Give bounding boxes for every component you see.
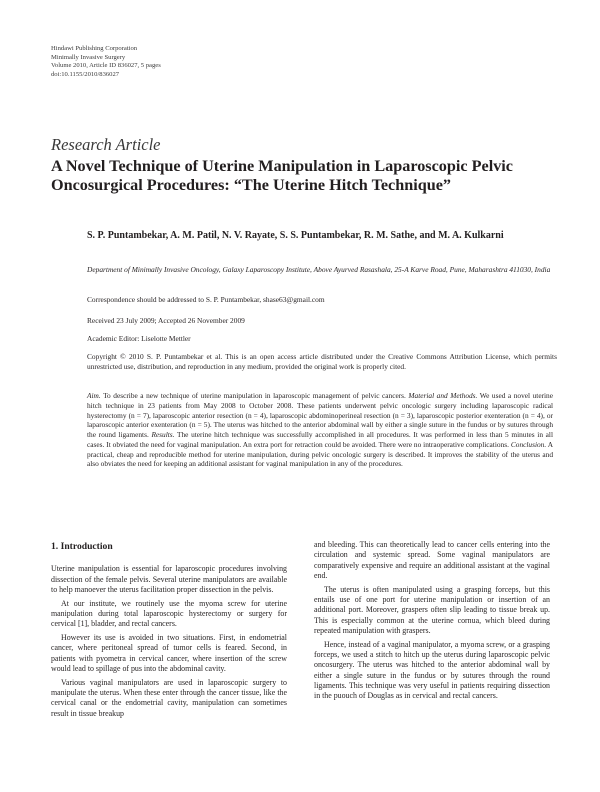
paragraph: Uterine manipulation is essential for laparoscopic procedures involving dissection of the female pelvis. Several uterine manipulators are available to help manoever the uterus facilitation proper dissection in the pelvis. <box>51 564 287 594</box>
publisher: Hindawi Publishing Corporation <box>51 45 138 52</box>
paragraph: However its use is avoided in two situations. First, in endometrial cancer, where peritoneal spread of tumor cells is feared. Second, in patients with pyometra in cervical cancer, where insertion of the screw would lead to spillage of pus into the abdominal cavity. <box>51 633 287 673</box>
abstract <box>87 391 553 469</box>
copyright: Copyright © 2010 S. P. Puntambekar et al. This is an open access article distributed under the Creative Commons Attribution License, which permits unrestricted use, distribution, and reproduction in any medium, provided the original work is properly cited. <box>87 352 557 371</box>
body-column-right <box>314 540 550 705</box>
author-list: S. P. Puntambekar, A. M. Patil, N. V. Rayate, S. S. Puntambekar, R. M. Sathe, and M. A. Kulkarni <box>87 230 504 241</box>
abstract-aim-label: Aim. <box>87 391 101 400</box>
abstract-methods: We used a novel uterine hitch technique in 23 patients from May 2008 to October 2008. These patients underwent pelvic oncologic surgery including laparoscopic radical hysterectomy (n = 7), laparoscopic anterior resection (n = 4), laparoscopic abdominoperineal resection (n = 3), laparoscopic posterior exenteration (n = 4), or laparoscopic anterior exenteration (n = 5). The uterus was hitched to the anterior abdominal wall by either a single suture in the fundus or by sutures through the round ligaments. <box>87 391 553 439</box>
abstract-methods-label: Material and Methods. <box>408 391 478 400</box>
journal-header <box>51 45 161 79</box>
paragraph: At our institute, we routinely use the myoma screw for uterine manipulation during total laparoscopic hysterectomy or surgery for cervical [1], bladder, and rectal cancers. <box>51 598 287 629</box>
abstract-conclusion: A practical, cheap and reproducible method for uterine manipulation, during pelvic oncologic surgery is described. It improves the stability of the uterus and also obviates the need for keeping an additional assistant for vaginal manipulation in any of the procedures. <box>87 439 554 469</box>
article-type: Research Article <box>51 135 161 154</box>
received-dates: Received 23 July 2009; Accepted 26 November 2009 <box>87 316 245 325</box>
abstract-aim: To describe a new technique of uterine manipulation in laparoscopic management of pelvic cancers. <box>100 391 409 400</box>
section-heading: 1. Introduction <box>51 541 113 552</box>
paragraph: Various vaginal manipulators are used in laparoscopic surgery to manipulate the uterus. When these enter through the cancer tissue, like the cervical canal or the endometrial cavity, manipulation can sometimes result in tissue breakup <box>51 677 287 718</box>
academic-editor: Academic Editor: Liselotte Mettler <box>87 334 191 343</box>
abstract-results-label: Results. <box>151 430 175 439</box>
abstract-results: The uterine hitch technique was successfully accomplished in all procedures. It was performed in less than 5 minutes in all cases. It obviated the need for vaginal manipulation. An extra port for retraction could be avoided. There were no intraoperative complications. <box>87 430 553 449</box>
doi: doi:10.1155/2010/836027 <box>51 70 120 78</box>
body-column-left <box>51 542 287 722</box>
paragraph: The uterus is often manipulated using a grasping forceps, but this entails use of one port for uterine manipulation or insertion of an additional port. Moreover, graspers often slip leading to tissue break up. This is especially common at the uterine cornua, which bleed during repeated manipulation with graspers. <box>314 584 550 635</box>
abstract-conclusion-label: Conclusion. <box>510 439 547 449</box>
paragraph: and bleeding. This can theoretically lead to cancer cells entering into the circulation and systemic spread. Some vaginal manipulators are comparatively expensive and require an additional assistant at the vaginal end. <box>314 540 550 580</box>
correspondence: Correspondence should be addressed to S. P. Puntambekar, shase63@gmail.com <box>87 295 325 304</box>
affiliation: Department of Minimally Invasive Oncology, Galaxy Laparoscopy Institute, Above Ayurved Rasashala, 25-A Karve Road, Pune, Maharashtra 411030, India <box>87 265 551 274</box>
volume-info: Volume 2010, Article ID 836027, 5 pages <box>51 62 161 70</box>
journal-name: Minimally Invasive Surgery <box>51 53 126 61</box>
article-title: A Novel Technique of Uterine Manipulation in Laparoscopic Pelvic Oncosurgical Procedures: “The Uterine Hitch Technique” <box>51 157 513 194</box>
paragraph: Hence, instead of a vaginal manipulator, a myoma screw, or a grasping forceps, we used a stitch to hitch up the uterus during laparoscopic pelvic oncosurgery. The uterus was hitched to the anterior abdominal wall by either a single suture in the fundus or by sutures through the round ligaments. This technique was very useful in patients requiring dissection in the puouch of Douglas as in cervical and rectal cancers. <box>314 639 550 701</box>
